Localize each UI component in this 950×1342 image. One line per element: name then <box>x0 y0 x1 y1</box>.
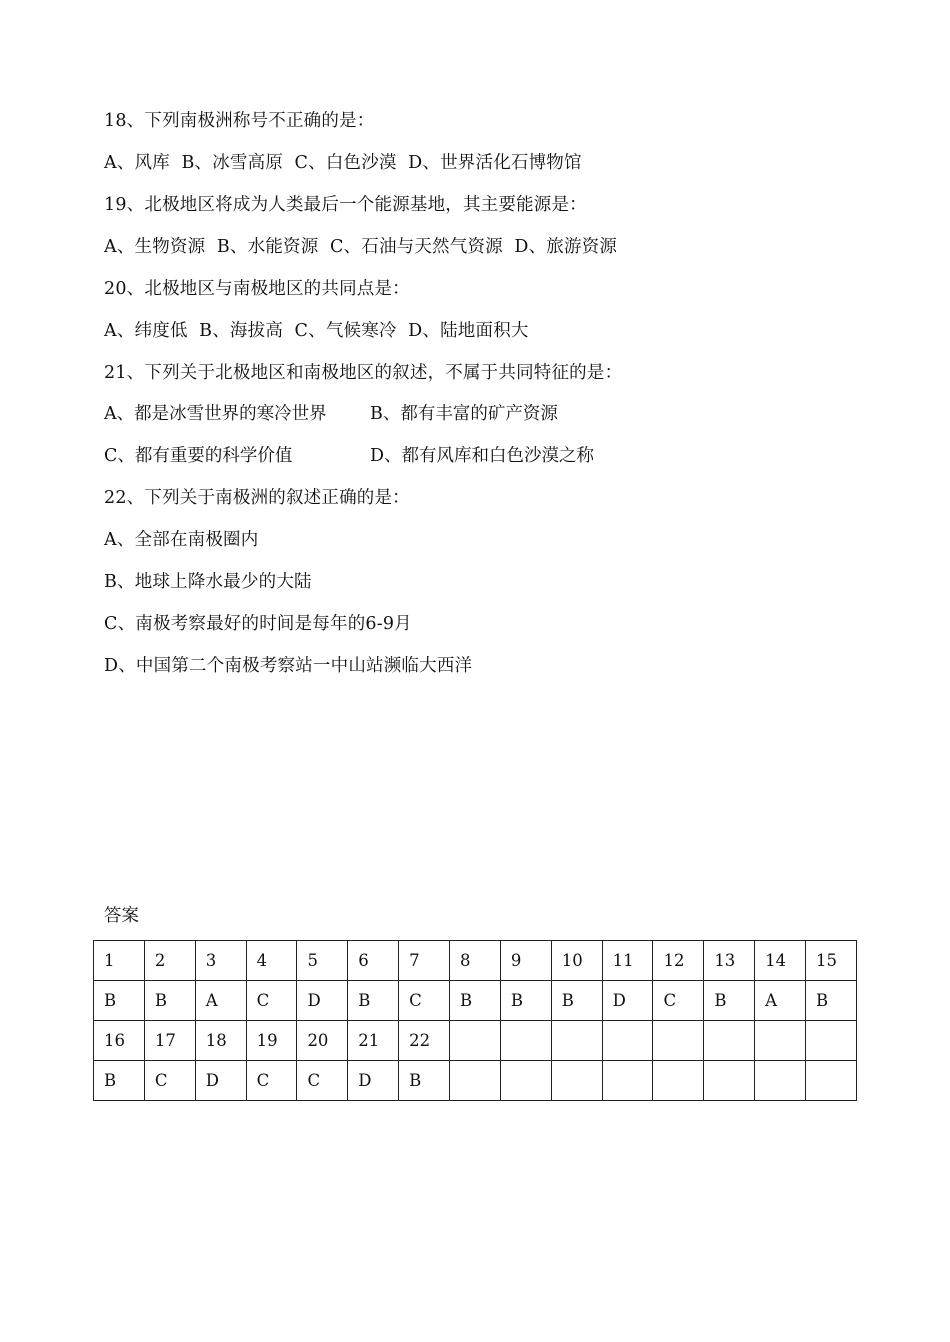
table-cell: B <box>704 981 755 1021</box>
table-cell: 19 <box>246 1021 297 1061</box>
table-cell <box>653 1061 704 1101</box>
question-22-option-b: B、地球上降水最少的大陆 <box>104 572 312 592</box>
table-cell: C <box>297 1061 348 1101</box>
table-cell: B <box>348 981 399 1021</box>
table-cell <box>755 1021 806 1061</box>
table-cell: C <box>653 981 704 1021</box>
table-cell: B <box>500 981 551 1021</box>
table-cell <box>704 1061 755 1101</box>
question-22-stem: 22、下列关于南极洲的叙述正确的是： <box>104 488 410 508</box>
table-cell: B <box>94 981 145 1021</box>
table-cell: C <box>246 981 297 1021</box>
table-cell: B <box>551 981 602 1021</box>
table-cell: 9 <box>500 941 551 981</box>
table-cell: 16 <box>94 1021 145 1061</box>
table-row <box>94 941 857 981</box>
question-20-options: A、纬度低 B、海拔高 C、气候寒冷 D、陆地面积大 <box>104 321 529 341</box>
table-cell: 11 <box>602 941 653 981</box>
table-cell: B <box>399 1061 450 1101</box>
table-row <box>94 1061 857 1101</box>
table-cell: B <box>144 981 195 1021</box>
table-cell: 13 <box>704 941 755 981</box>
answer-key-table <box>93 940 857 1101</box>
question-19-stem: 19、北极地区将成为人类最后一个能源基地，其主要能源是： <box>104 195 587 215</box>
table-cell: 8 <box>450 941 501 981</box>
table-cell: B <box>94 1061 145 1101</box>
table-cell <box>653 1021 704 1061</box>
table-row <box>94 981 857 1021</box>
table-cell: 15 <box>806 941 857 981</box>
table-cell: 2 <box>144 941 195 981</box>
table-cell: D <box>348 1061 399 1101</box>
question-18-stem: 18、下列南极洲称号不正确的是： <box>104 111 375 131</box>
table-cell <box>450 1021 501 1061</box>
question-18-options: A、风库 B、冰雪高原 C、白色沙漠 D、世界活化石博物馆 <box>104 153 582 173</box>
question-21-option-c: C、都有重要的科学价值 <box>104 446 293 466</box>
answer-key-title: 答案 <box>104 906 139 926</box>
table-row <box>94 1021 857 1061</box>
table-cell: 14 <box>755 941 806 981</box>
table-cell: C <box>246 1061 297 1101</box>
question-21-stem: 21、下列关于北极地区和南极地区的叙述，不属于共同特征的是： <box>104 363 623 383</box>
table-cell: 3 <box>195 941 246 981</box>
table-cell: 21 <box>348 1021 399 1061</box>
table-cell <box>500 1061 551 1101</box>
table-cell <box>806 1021 857 1061</box>
table-cell: 22 <box>399 1021 450 1061</box>
table-cell: C <box>399 981 450 1021</box>
table-cell: C <box>144 1061 195 1101</box>
question-21-option-b: B、都有丰富的矿产资源 <box>370 404 558 424</box>
table-cell <box>450 1061 501 1101</box>
table-cell: 20 <box>297 1021 348 1061</box>
table-cell: 4 <box>246 941 297 981</box>
table-cell <box>755 1061 806 1101</box>
question-22-option-c: C、南极考察最好的时间是每年的6-9月 <box>104 614 412 634</box>
table-cell <box>551 1021 602 1061</box>
table-cell: 10 <box>551 941 602 981</box>
table-cell <box>551 1061 602 1101</box>
table-cell <box>602 1061 653 1101</box>
question-21-option-d: D、都有风库和白色沙漠之称 <box>370 446 595 466</box>
table-cell <box>500 1021 551 1061</box>
table-cell: 18 <box>195 1021 246 1061</box>
table-cell: D <box>195 1061 246 1101</box>
table-cell <box>602 1021 653 1061</box>
table-cell: 17 <box>144 1021 195 1061</box>
question-20-stem: 20、北极地区与南极地区的共同点是： <box>104 279 410 299</box>
question-21-option-a: A、都是冰雪世界的寒冷世界 <box>104 404 327 424</box>
question-19-options: A、生物资源 B、水能资源 C、石油与天然气资源 D、旅游资源 <box>104 237 618 257</box>
table-cell: 7 <box>399 941 450 981</box>
table-cell: B <box>806 981 857 1021</box>
table-cell: 12 <box>653 941 704 981</box>
table-cell: D <box>297 981 348 1021</box>
question-22-option-a: A、全部在南极圈内 <box>104 530 259 550</box>
table-cell <box>704 1021 755 1061</box>
table-cell: 5 <box>297 941 348 981</box>
table-cell: A <box>755 981 806 1021</box>
table-cell: 6 <box>348 941 399 981</box>
table-cell: A <box>195 981 246 1021</box>
table-cell <box>806 1061 857 1101</box>
table-cell: 1 <box>94 941 145 981</box>
table-cell: B <box>450 981 501 1021</box>
question-22-option-d: D、中国第二个南极考察站一中山站濒临大西洋 <box>104 656 473 676</box>
table-cell: D <box>602 981 653 1021</box>
